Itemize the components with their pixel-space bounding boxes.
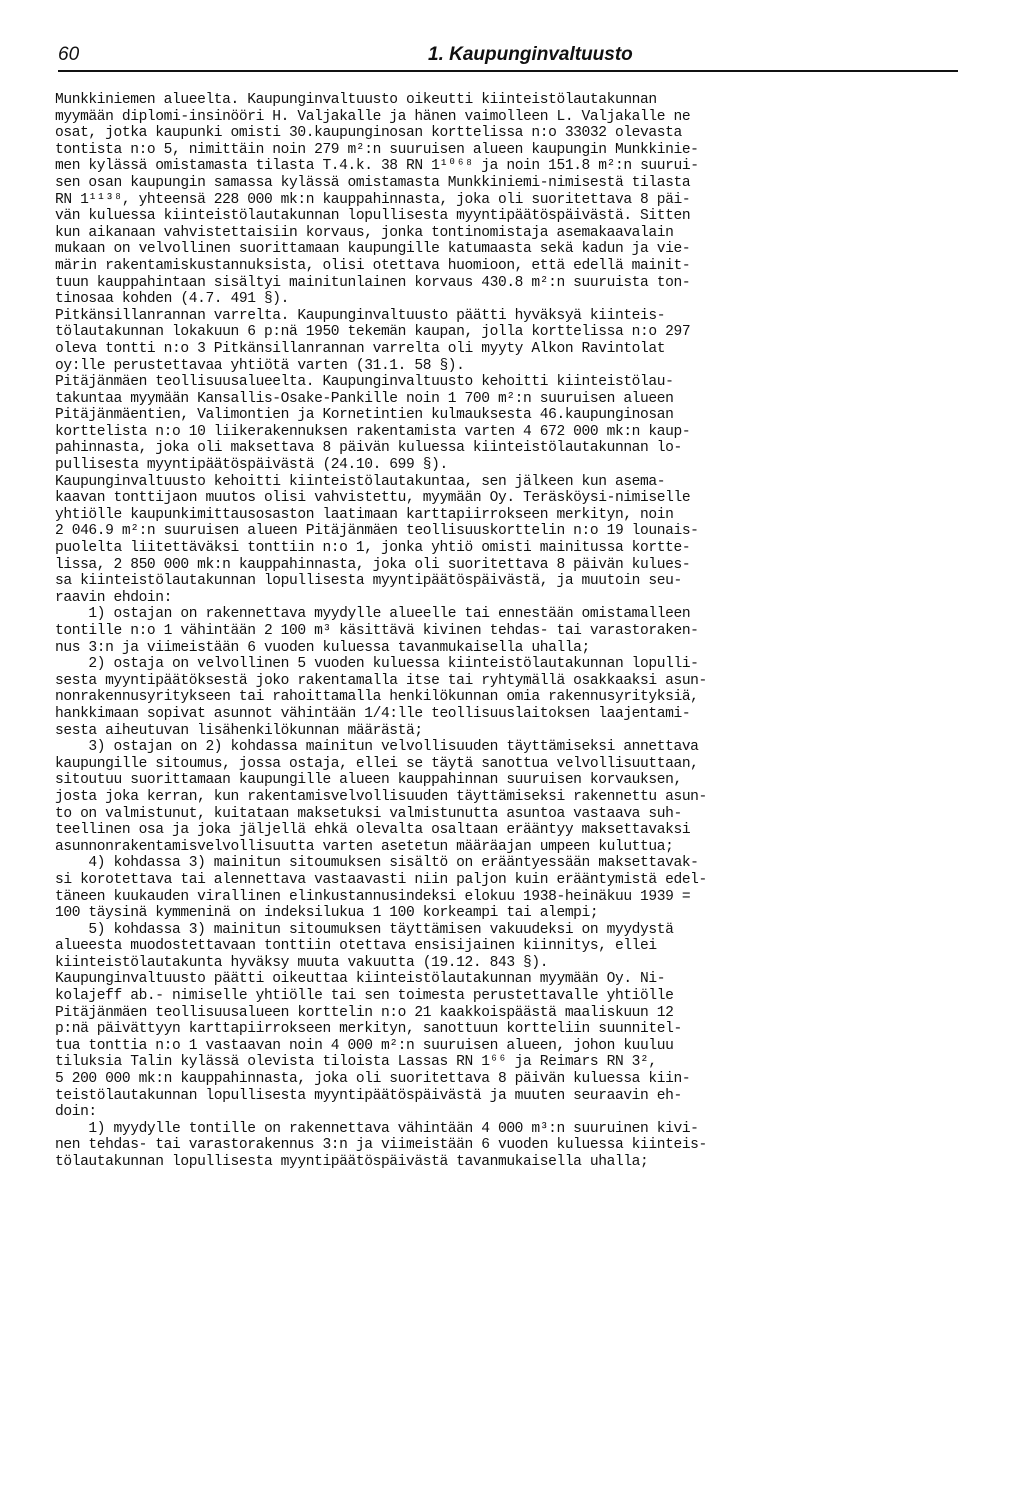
text-line: 4) kohdassa 3) mainitun sitoumuksen sisältö on erääntyessään maksettavak- <box>55 855 699 872</box>
text-line: lissa, 2 850 000 mk:n kauppahinnasta, joka oli suoritettava 8 päivän kulues- <box>55 556 691 573</box>
text-line: korttelista n:o 10 liikerakennuksen rakentamista varten 4 672 000 mk:n kaup- <box>55 423 691 440</box>
text-line: kiinteistölautakunta hyväksy muuta vakuutta (19.12. 843 §). <box>55 954 549 971</box>
text-line: Kaupunginvaltuusto kehoitti kiinteistölautakuntaa, sen jälkeen kun asema- <box>55 473 666 490</box>
text-line: sitoutuu suorittamaan kaupungille alueen kauppahinnan suuruisen korvauksen, <box>55 772 682 789</box>
text-line: 2) ostaja on velvollinen 5 vuoden kuluessa kiinteistölautakunnan lopulli- <box>55 656 699 673</box>
text-line: 100 täysinä kymmeninä on indeksilukua 1 100 korkeampi tai alempi; <box>55 905 599 922</box>
text-line: kaavan tonttijaon muutos olisi vahvistettu, myymään Oy. Teräsköysi-nimiselle <box>55 490 691 507</box>
text-line: pullisesta myyntipäätöspäivästä (24.10. 699 §). <box>55 457 448 474</box>
text-line: puolelta liitettäväksi tonttiin n:o 1, jonka yhtiö omisti mainitussa kortte- <box>55 540 691 557</box>
text-line: 1) myydylle tontille on rakennettava vähintään 4 000 m³:n suuruinen kivi- <box>55 1120 699 1137</box>
text-line: sesta aiheutuvan lisähenkilökunnan määrästä; <box>55 722 423 739</box>
text-line: alueesta muodostettavaan tonttiin otettava ensisijainen kiinnitys, ellei <box>55 938 657 955</box>
text-line: asunnonrakentamisvelvollisuutta varten asetetun määräajan umpeen kuluttua; <box>55 838 674 855</box>
text-line: 5 200 000 mk:n kauppahinnasta, joka oli suoritettava 8 päivän kuluessa kiin- <box>55 1071 691 1088</box>
text-line: tuun kauppahintaan sisältyi mainitunlainen korvaus 430.8 m²:n suuruista ton- <box>55 274 691 291</box>
text-line: kaupungille sitoumus, jossa ostaja, ellei se täytä sanottua velvollisuuttaan, <box>55 755 699 772</box>
text-line: Pitäjänmäen teollisuusalueen korttelin n:o 21 kaakkoispäästä maaliskuun 12 <box>55 1004 674 1021</box>
text-line: Pitäjänmäen teollisuusalueelta. Kaupunginvaltuusto kehoitti kiinteistölau- <box>55 374 674 391</box>
text-line: tinosaa kohden (4.7. 491 §). <box>55 291 290 308</box>
text-line: Munkkiniemen alueelta. Kaupunginvaltuusto oikeutti kiinteistölautakunnan <box>55 92 657 108</box>
text-line: hankkimaan sopivat asunnot vähintään 1/4:lle teollisuuslaitoksen laajentami- <box>55 705 691 722</box>
text-line: 1) ostajan on rakennettava myydylle alueelle tai ennestään omistamalleen <box>55 606 691 623</box>
text-line: yhtiölle kaupunkimittausosaston laatimaan karttapiirrokseen merkityn, noin <box>55 506 674 523</box>
text-line: Kaupunginvaltuusto päätti oikeuttaa kiinteistölautakunnan myymään Oy. Ni- <box>55 971 666 988</box>
text-line: sesta myyntipäätöksestä joko rakentamalla itse tai ryhtymällä osakkaaksi asun- <box>55 672 707 689</box>
text-line: takuntaa myymään Kansallis-Osake-Pankille noin 1 700 m²:n suuruisen alueen <box>55 390 674 407</box>
text-line: nen tehdas- tai varastorakennus 3:n ja viimeistään 6 vuoden kuluessa kiinteis- <box>55 1137 707 1154</box>
text-line: täneen kuukauden virallinen elinkustannusindeksi elokuu 1938-heinäkuu 1939 = <box>55 888 691 905</box>
text-line: sen osan kaupungin samassa kylässä omistamasta Munkkiniemi-nimisestä tilasta <box>55 174 691 191</box>
text-line: Pitkänsillanrannan varrelta. Kaupunginvaltuusto päätti hyväksyä kiinteis- <box>55 307 666 324</box>
text-line: doin: <box>55 1104 97 1121</box>
text-line: kolajeff ab.- nimiselle yhtiölle tai sen toimesta perustettavalle yhtiölle <box>55 988 674 1005</box>
text-line: josta joka kerran, kun rakentamisvelvollisuuden täyttämiseksi rakennettu asun- <box>55 788 707 805</box>
text-line: tontille n:o 1 vähintään 2 100 m³ käsittävä kivinen tehdas- tai varastoraken- <box>55 623 699 639</box>
text-line: vän kuluessa kiinteistölautakunnan lopullisesta myyntipäätöspäivästä. Sitten <box>55 208 691 225</box>
text-line: 3) ostajan on 2) kohdassa mainitun velvollisuuden täyttämiseksi annettava <box>55 739 699 756</box>
text-line: nus 3:n ja viimeistään 6 vuoden kuluessa tavanmukaisella uhalla; <box>55 639 590 656</box>
text-line: kun aikanaan vahvistettaisiin korvaus, jonka tontinomistaja asemakaavalain <box>55 224 674 241</box>
text-line: tua tonttia n:o 1 vastaavan noin 4 000 m²:n suuruisen alueen, johon kuuluu <box>55 1037 674 1054</box>
text-line: pahinnasta, joka oli maksettava 8 päivän kuluessa kiinteistölautakunnan lo- <box>55 440 682 457</box>
text-line: RN 1¹¹³⁸, yhteensä 228 000 mk:n kauppahinnasta, joka oli suoritettava 8 päi- <box>55 191 691 208</box>
text-line: myymään diplomi-insinööri H. Valjakalle ja hänen vaimolleen L. Valjakalle ne <box>55 108 691 125</box>
text-line: tölautakunnan lokakuun 6 p:nä 1950 tekemän kaupan, jolla korttelissa n:o 297 <box>55 324 691 341</box>
text-line: osat, jotka kaupunki omisti 30.kaupunginosan korttelissa n:o 33032 olevasta <box>55 125 682 142</box>
text-line: tontista n:o 5, nimittäin noin 279 m²:n suuruisen alueen kaupungin Munkkinie- <box>55 141 699 158</box>
text-line: raavin ehdoin: <box>55 589 173 606</box>
text-line: teistölautakunnan lopullisesta myyntipäätöspäivästä ja muuten seuraavin eh- <box>55 1087 682 1104</box>
text-line: nonrakennusyritykseen tai rahoittamalla henkilökunnan omia rakennusyrityksiä, <box>55 689 699 706</box>
text-line: tölautakunnan lopullisesta myyntipäätöspäivästä tavanmukaisella uhalla; <box>55 1154 649 1170</box>
text-line: oleva tontti n:o 3 Pitkänsillanrannan varrelta oli myyty Alkon Ravintolat <box>55 340 666 357</box>
text-line: teellinen osa ja joka jäljellä ehkä olevalta osaltaan erääntyy maksettavaksi <box>55 822 691 839</box>
text-line: tiluksia Talin kylässä olevista tiloista Lassas RN 1⁶⁶ ja Reimars RN 3², <box>55 1054 657 1071</box>
text-line: Pitäjänmäentien, Valimontien ja Kornetintien kulmauksesta 46.kaupunginosan <box>55 407 674 424</box>
page-number: 60 <box>58 44 80 65</box>
text-line: märin rakentamiskustannuksista, olisi otettava huomioon, että edellä mainit- <box>55 257 691 274</box>
text-line: si korotettava tai alennettava vastaavasti niin paljon kuin erääntymistä edel- <box>55 871 707 888</box>
text-line: 2 046.9 m²:n suuruisen alueen Pitäjänmäen teollisuuskorttelin n:o 19 lounais- <box>55 523 699 540</box>
document-body <box>55 92 975 1171</box>
text-line: p:nä päivättyyn karttapiirrokseen merkityn, sanottuun kortteliin suunnitel- <box>55 1021 682 1038</box>
text-line: men kylässä omistamasta tilasta T.4.k. 38 RN 1¹⁰⁶⁸ ja noin 151.8 m²:n suurui- <box>55 158 699 175</box>
running-title: 1. Kaupunginvaltuusto <box>428 44 633 65</box>
text-line: 5) kohdassa 3) mainitun sitoumuksen täyttämisen vakuudeksi on myydystä <box>55 921 674 938</box>
text-line: oy:lle perustettavaa yhtiötä varten (31.1. 58 §). <box>55 357 465 374</box>
text-line: sa kiinteistölautakunnan lopullisesta myyntipäätöspäivästä, ja muutoin seu- <box>55 573 682 590</box>
text-line: mukaan on velvollinen suorittamaan kaupungille katumaasta sekä kadun ja vie- <box>55 241 691 258</box>
text-line: to on valmistunut, kuitataan maksetuksi valmistunutta asuntoa vastaava suh- <box>55 805 682 822</box>
page-header <box>58 44 958 72</box>
